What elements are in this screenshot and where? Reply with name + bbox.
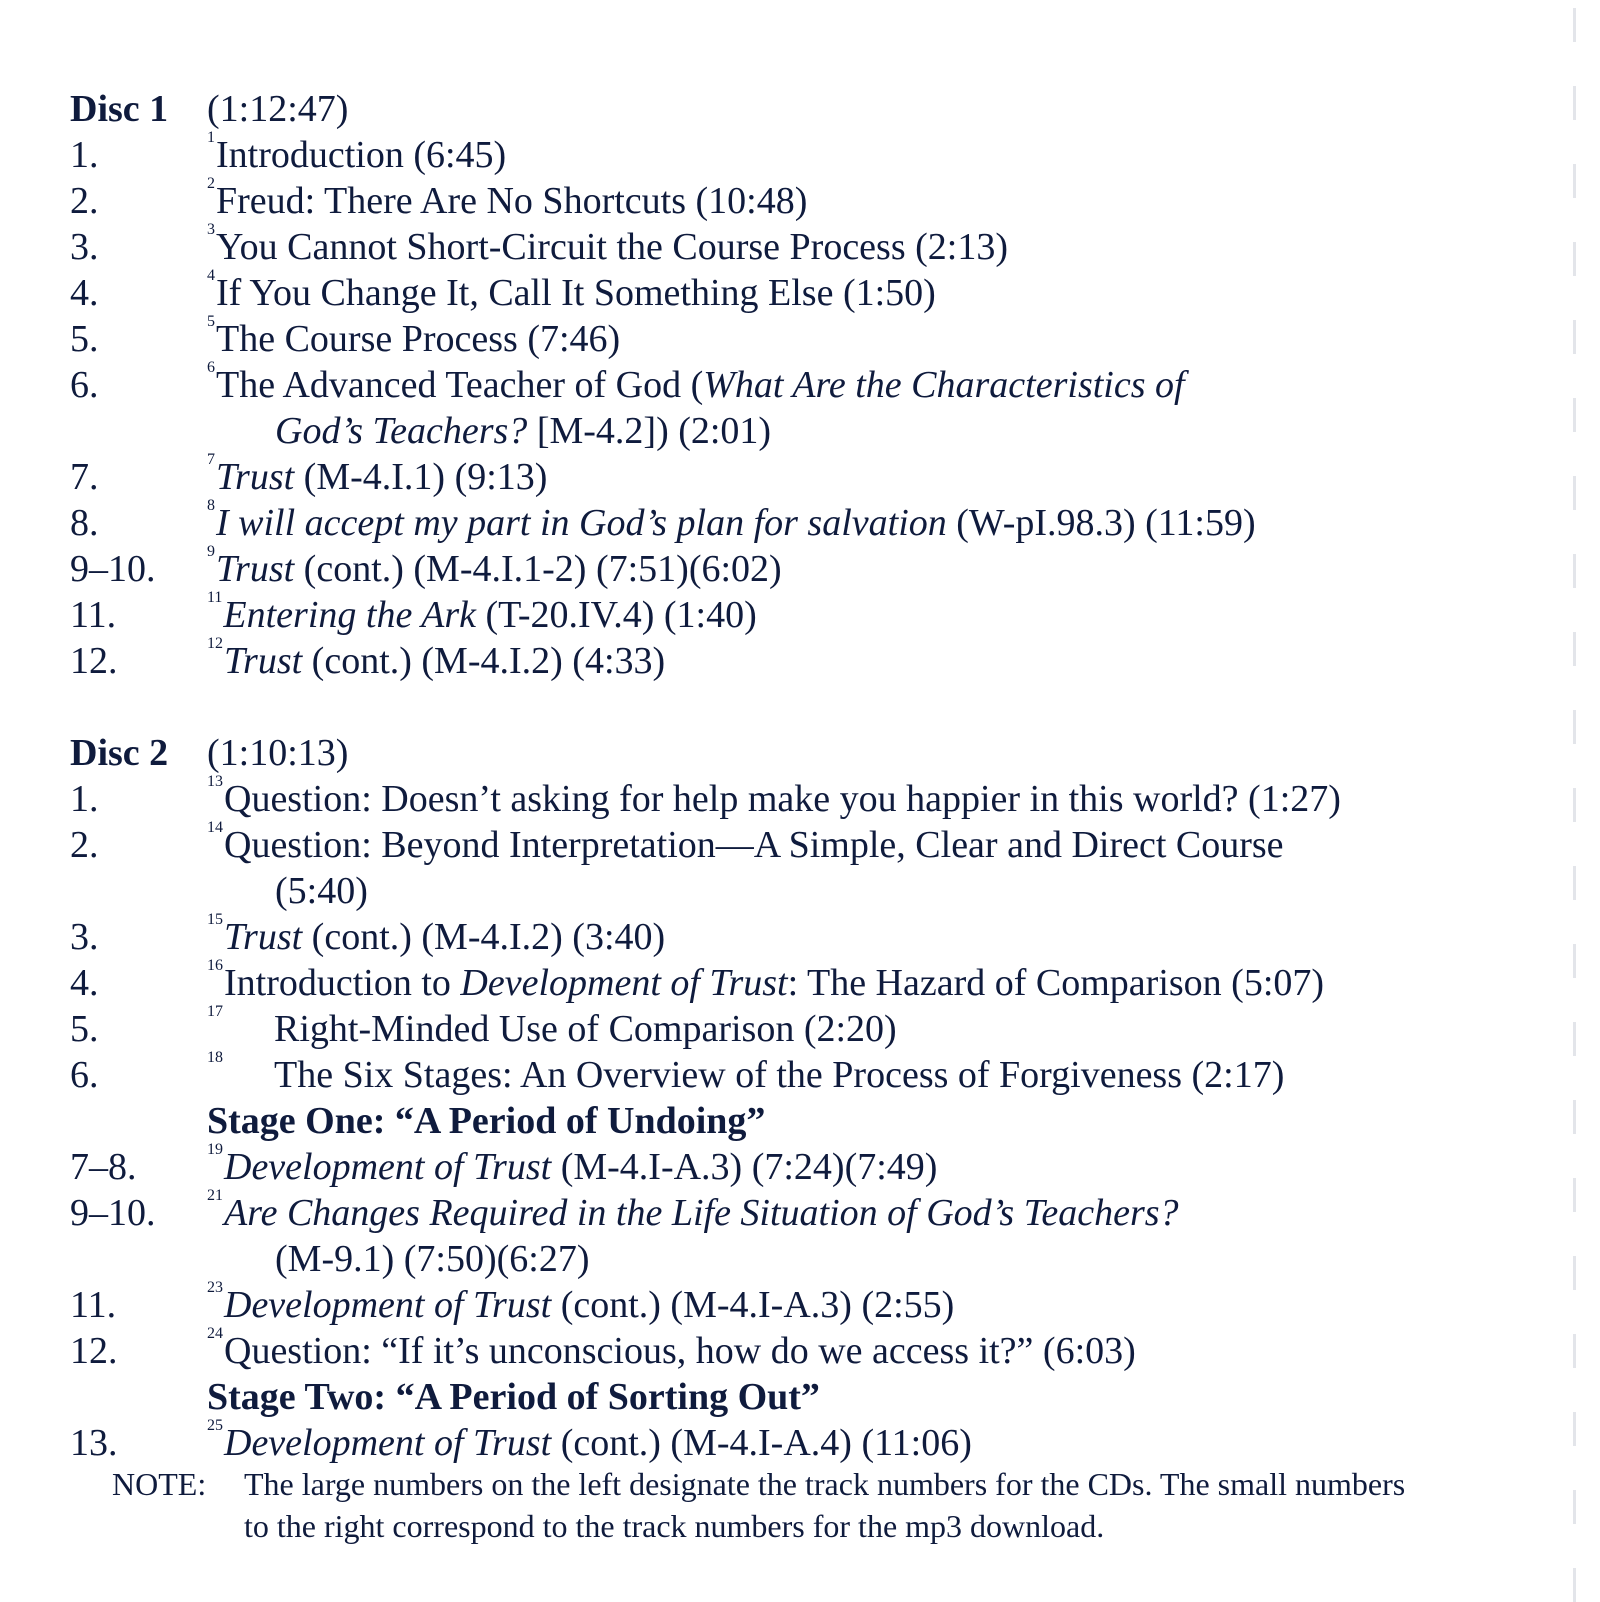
- mp3-track-number: 6: [207, 359, 215, 376]
- mp3-track-number: 13: [207, 773, 223, 790]
- mp3-track-number: 16: [207, 957, 223, 974]
- mp3-track-number: 15: [207, 911, 223, 928]
- mp3-track-number: 12: [207, 635, 223, 652]
- cd-track-number: 6.: [70, 1054, 99, 1096]
- edge-mark: [1573, 398, 1576, 432]
- track-row: [70, 957, 1530, 1006]
- note-label: NOTE:: [112, 1466, 207, 1502]
- note-text: The large numbers on the left designate the track numbers for the CDs. The small numbers to the right correspond to the track numbers for the mp3 download.: [244, 1466, 1406, 1544]
- track-title: [207, 1417, 1530, 1466]
- title-text: The Course Process (7:46): [216, 318, 621, 360]
- mp3-track-number: 2: [207, 175, 215, 192]
- edge-mark: [1573, 1100, 1576, 1134]
- edge-mark: [1573, 242, 1576, 276]
- disc-header: [70, 86, 1530, 132]
- title-text: Introduction (6:45): [216, 134, 507, 176]
- track-title: [207, 773, 1530, 822]
- track-title: [207, 543, 1530, 592]
- track-row: [70, 221, 1530, 270]
- title-italic: Development of Trust: [224, 1284, 552, 1326]
- edge-mark: [1573, 632, 1576, 666]
- track-row: [70, 819, 1530, 914]
- track-title: $^{17}$ Right-Minded Use of Comparison (2:20): [207, 1003, 897, 1050]
- disc-label: Disc 1: [70, 88, 169, 130]
- mp3-track-number: 4: [207, 267, 215, 284]
- title-italic: Trust: [216, 548, 295, 590]
- stage-heading: Stage Two: “A Period of Sorting Out”: [207, 1376, 820, 1418]
- cd-track-number: 7–8.: [70, 1146, 137, 1188]
- mp3-track-number: 11: [207, 589, 223, 606]
- title-italic: Trust: [224, 640, 303, 682]
- track-title: [207, 313, 1530, 362]
- track-title: [207, 175, 1530, 224]
- title-text: (M-4.I-A.3) (7:24)(7:49): [551, 1146, 938, 1188]
- title-text: Question: Doesn’t asking for help make you happier in this world? (1:27): [224, 778, 1341, 820]
- title-italic: I will accept my part in God’s plan for salvation: [216, 502, 947, 544]
- title-text: (cont.) (M-4.I.2) (4:33): [302, 640, 666, 682]
- cd-track-number: 9–10.: [70, 1192, 156, 1234]
- title-italic: God’s Teachers?: [275, 410, 528, 452]
- mp3-track-number: 23: [207, 1279, 223, 1296]
- title-text: Question: Beyond Interpretation—A Simple, Clear and Direct Course: [224, 824, 1284, 866]
- title-text: (W-pI.98.3) (11:59): [946, 502, 1256, 544]
- title-italic: Trust: [224, 916, 303, 958]
- edge-mark: [1573, 554, 1576, 588]
- edge-mark: [1573, 86, 1576, 120]
- title-text: : The Hazard of Comparison (5:07): [787, 962, 1325, 1004]
- edge-mark: [1573, 1334, 1576, 1368]
- track-title-continuation: [207, 1236, 1530, 1282]
- track-row: [70, 1417, 1530, 1466]
- track-row: [70, 175, 1530, 224]
- disc-header: [70, 730, 1530, 776]
- cd-track-number: 2.: [70, 824, 99, 866]
- section-gap: [70, 684, 1530, 730]
- cd-track-number: 12.: [70, 640, 118, 682]
- mp3-track-number: 14: [207, 819, 223, 836]
- edge-mark: [1573, 710, 1576, 744]
- cd-track-number: 4.: [70, 272, 99, 314]
- mp3-track-number: 9: [207, 543, 215, 560]
- title-text: (cont.) (M-4.I.2) (3:40): [302, 916, 666, 958]
- track-title-continuation: [207, 408, 1530, 454]
- cd-track-number: 11.: [70, 594, 117, 636]
- title-text: (cont.) (M-4.I.1-2) (7:51)(6:02): [294, 548, 782, 590]
- cd-track-number: 2.: [70, 180, 99, 222]
- title-text: The Advanced Teacher of God (: [216, 364, 704, 406]
- track-row: [70, 1141, 1530, 1190]
- edge-mark: [1573, 1178, 1576, 1212]
- edge-mark: [1573, 1490, 1576, 1524]
- mp3-track-number: 21: [207, 1187, 223, 1204]
- title-italic: What Are the Characteristics of: [703, 364, 1185, 406]
- track-title: [207, 221, 1530, 270]
- disc-duration: (1:10:13): [207, 732, 349, 774]
- edge-mark: [1573, 944, 1576, 978]
- track-title: $^{18}$ The Six Stages: An Overview of the Process of Forgiveness (2:17): [207, 1049, 1285, 1096]
- track-row: [70, 1049, 1530, 1098]
- cd-track-number: 3.: [70, 916, 99, 958]
- track-row: [70, 497, 1530, 546]
- track-row: [70, 635, 1530, 684]
- mp3-track-number: 7: [207, 451, 215, 468]
- title-text: The Six Stages: An Overview of the Process of Forgiveness (2:17): [274, 1054, 1285, 1096]
- title-italic: Entering the Ark: [223, 594, 476, 636]
- mp3-track-number: 19: [207, 1141, 223, 1158]
- track-title: [207, 589, 1530, 638]
- track-row: [70, 1279, 1530, 1328]
- track-title: [207, 1141, 1530, 1190]
- track-title: [207, 359, 1530, 454]
- track-row: [70, 911, 1530, 960]
- track-row: [70, 543, 1530, 592]
- track-row: [70, 359, 1530, 454]
- edge-mark: [1573, 788, 1576, 822]
- cd-track-number: 3.: [70, 226, 99, 268]
- title-text: (M-4.I.1) (9:13): [294, 456, 548, 498]
- track-title: [207, 819, 1530, 914]
- edge-mark: [1573, 866, 1576, 900]
- track-row: [70, 267, 1530, 316]
- cd-track-number: 12.: [70, 1330, 118, 1372]
- title-text: (T-20.IV.4) (1:40): [476, 594, 757, 636]
- track-title: [207, 635, 1530, 684]
- edge-mark: [1573, 8, 1576, 42]
- track-title-continuation: [207, 868, 1530, 914]
- title-italic: Trust: [216, 456, 295, 498]
- edge-mark: [1573, 1412, 1576, 1446]
- track-row: [70, 589, 1530, 638]
- title-italic: Development of Trust: [224, 1146, 552, 1188]
- cd-track-number: 4.: [70, 962, 99, 1004]
- cd-track-number: 5.: [70, 1008, 99, 1050]
- mp3-track-number: 3: [207, 221, 215, 238]
- cd-track-number: 7.: [70, 456, 99, 498]
- title-text: Right-Minded Use of Comparison (2:20): [274, 1008, 897, 1050]
- edge-mark: [1573, 1022, 1576, 1056]
- track-row: [70, 1325, 1530, 1374]
- mp3-track-number: 1: [207, 129, 215, 146]
- edge-mark: [1573, 320, 1576, 354]
- mp3-track-number: 24: [207, 1325, 223, 1342]
- track-title: [207, 497, 1530, 546]
- title-text: (5:40): [275, 870, 368, 912]
- footnote: [112, 1463, 1432, 1547]
- title-italic: Development of Trust: [460, 962, 788, 1004]
- track-row: [70, 1003, 1530, 1052]
- title-text: [M-4.2]) (2:01): [527, 410, 772, 452]
- track-title: [207, 451, 1530, 500]
- title-italic: Are Changes Required in the Life Situation of God’s Teachers?: [224, 1192, 1179, 1234]
- edge-mark: [1573, 1568, 1576, 1602]
- cd-track-number: 13.: [70, 1422, 118, 1464]
- title-text: If You Change It, Call It Something Else (1:50): [216, 272, 936, 314]
- cd-track-number: 6.: [70, 364, 99, 406]
- edge-mark: [1573, 476, 1576, 510]
- title-text: Freud: There Are No Shortcuts (10:48): [216, 180, 808, 222]
- cd-track-number: 5.: [70, 318, 99, 360]
- track-title: [207, 267, 1530, 316]
- track-row: [70, 773, 1530, 822]
- title-text: (cont.) (M-4.I-A.3) (2:55): [551, 1284, 955, 1326]
- track-title: [207, 957, 1530, 1006]
- cd-track-number: 1.: [70, 134, 99, 176]
- mp3-track-number: 25: [207, 1417, 223, 1434]
- cd-track-number: 8.: [70, 502, 99, 544]
- edge-mark: [1573, 1256, 1576, 1290]
- title-text: Introduction to: [224, 962, 461, 1004]
- cd-track-number: 1.: [70, 778, 99, 820]
- track-title: [207, 1279, 1530, 1328]
- track-title: [207, 911, 1530, 960]
- disc-duration: (1:12:47): [207, 88, 349, 130]
- stage-heading: Stage One: “A Period of Undoing”: [207, 1100, 766, 1142]
- track-row: [70, 129, 1530, 178]
- track-row: [70, 451, 1530, 500]
- title-text: (M-9.1) (7:50)(6:27): [275, 1238, 590, 1280]
- title-italic: Development of Trust: [224, 1422, 552, 1464]
- title-text: (cont.) (M-4.I-A.4) (11:06): [551, 1422, 972, 1464]
- title-text: You Cannot Short-Circuit the Course Process (2:13): [216, 226, 1008, 268]
- track-row: [70, 313, 1530, 362]
- cd-track-number: 11.: [70, 1284, 117, 1326]
- title-text: Question: “If it’s unconscious, how do we access it?” (6:03): [224, 1330, 1136, 1372]
- disc-label: Disc 2: [70, 732, 169, 774]
- mp3-track-number: 8: [207, 497, 215, 514]
- track-row: [70, 1187, 1530, 1282]
- track-listing: [70, 86, 1530, 1466]
- mp3-track-number: 5: [207, 313, 215, 330]
- cd-track-number: 9–10.: [70, 548, 156, 590]
- track-title: [207, 1325, 1530, 1374]
- track-title: [207, 129, 1530, 178]
- edge-mark: [1573, 164, 1576, 198]
- track-title: [207, 1187, 1530, 1282]
